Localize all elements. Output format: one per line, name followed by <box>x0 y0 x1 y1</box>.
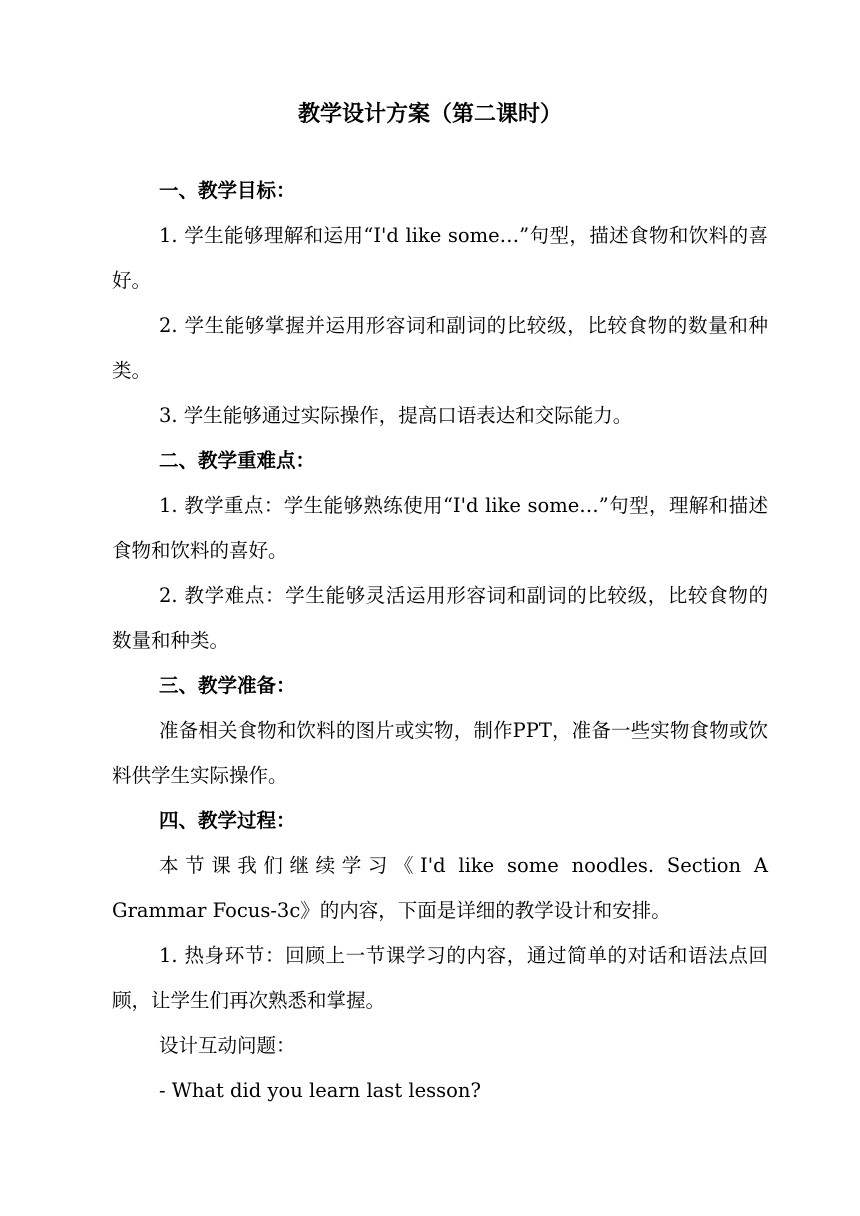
objective-item-3: 3. 学生能够通过实际操作，提高口语表达和交际能力。 <box>159 404 633 427</box>
key-points-heading: 二、教学重难点： <box>159 449 316 472</box>
document-body <box>112 168 768 1113</box>
objective-item-2: 2. 学生能够掌握并运用形容词和副词的比较级，比较食物的数量和种类。 <box>112 314 768 382</box>
key-point-item-1: 1. 教学重点：学生能够熟练使用“I'd like some…”句型，理解和描述食物和饮料的喜好。 <box>112 494 768 562</box>
process-step-1: 1. 热身环节：回顾上一节课学习的内容，通过简单的对话和语法点回顾，让学生们再次熟悉和掌握。 <box>112 944 768 1012</box>
objective-item-1: 1. 学生能够理解和运用“I'd like some…”句型，描述食物和饮料的喜好。 <box>112 224 768 292</box>
key-point-item-2: 2. 教学难点：学生能够灵活运用形容词和副词的比较级，比较食物的数量和种类。 <box>112 584 768 652</box>
objectives-heading: 一、教学目标： <box>159 179 296 202</box>
preparation-heading: 三、教学准备： <box>159 674 296 697</box>
interaction-label: 设计互动问题： <box>159 1034 296 1057</box>
preparation-text: 准备相关食物和饮料的图片或实物，制作PPT，准备一些实物食物或饮料供学生实际操作。 <box>112 719 768 787</box>
document-title: 教学设计方案（第二课时） <box>297 101 562 127</box>
interaction-question-1: - What did you learn last lesson? <box>159 1079 481 1102</box>
process-intro: 本节课我们继续学习《I'd like some noodles. Section A Grammar Focus-3c》的内容，下面是详细的教学设计和安排。 <box>112 854 768 922</box>
process-heading: 四、教学过程： <box>159 809 296 832</box>
